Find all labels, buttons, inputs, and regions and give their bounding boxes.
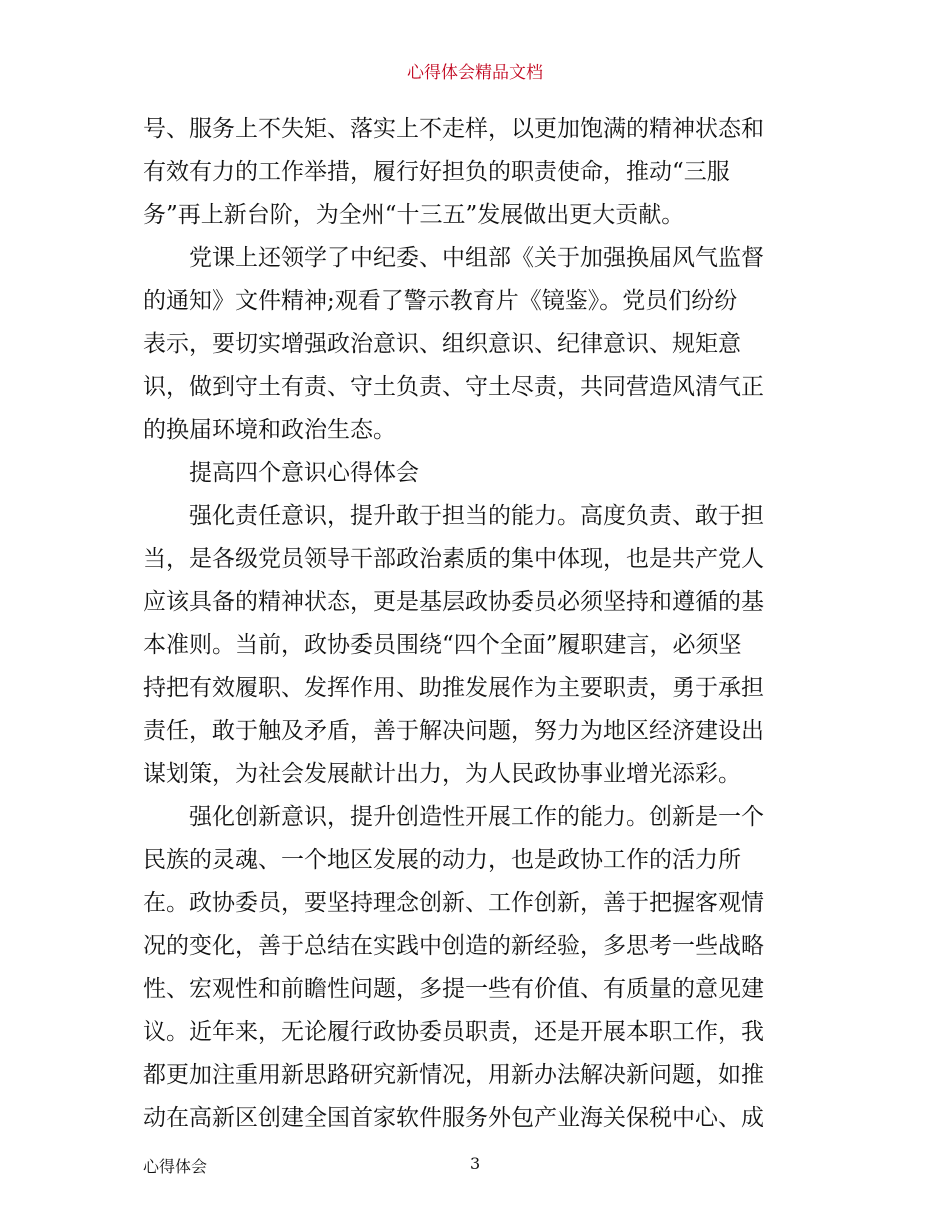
text-line: 的换届环境和政治生态。 — [143, 417, 396, 443]
text-line: 强化创新意识，提升创造性开展工作的能力。创新是一个 — [189, 804, 764, 830]
document-body — [143, 108, 823, 1140]
text-line: 有效有力的工作举措，履行好担负的职责使命，推动“三服 — [143, 159, 730, 185]
paragraph — [143, 237, 823, 452]
text-line: 的通知》文件精神;观看了警示教育片《镜鉴》。党员们纷纷 — [143, 288, 738, 314]
text-line: 谋划策，为社会发展献计出力，为人民政协事业增光添彩。 — [143, 761, 741, 787]
text-line: 在。政协委员，要坚持理念创新、工作创新，善于把握客观情 — [143, 890, 764, 916]
text-line: 动在高新区创建全国首家软件服务外包产业海关保税中心、成 — [143, 1105, 764, 1131]
text-line: 应该具备的精神状态，更是基层政协委员必须坚持和遵循的基 — [143, 589, 764, 615]
paragraph — [143, 495, 823, 796]
text-line: 提高四个意识心得体会 — [189, 460, 419, 486]
text-line: 当，是各级党员领导干部政治素质的集中体现，也是共产党人 — [143, 546, 764, 572]
text-line: 况的变化，善于总结在实践中创造的新经验，多思考一些战略 — [143, 933, 764, 959]
page-number: 3 — [470, 1154, 481, 1173]
text-line: 识，做到守土有责、守土负责、守土尽责，共同营造风清气正 — [143, 374, 764, 400]
paragraph — [143, 108, 823, 237]
text-line: 责任，敢于触及矛盾，善于解决问题，努力为地区经济建设出 — [143, 718, 764, 744]
page-footer — [0, 1154, 950, 1178]
section-heading — [143, 452, 823, 495]
text-line: 强化责任意识，提升敢于担当的能力。高度负责、敢于担 — [189, 503, 764, 529]
text-line: 持把有效履职、发挥作用、助推发展作为主要职责，勇于承担 — [143, 675, 764, 701]
text-line: 务”再上新台阶，为全州“十三五”发展做出更大贡献。 — [143, 202, 685, 228]
text-line: 号、服务上不失矩、落实上不走样，以更加饱满的精神状态和 — [143, 116, 764, 142]
footer-label: 心得体会 — [143, 1157, 208, 1176]
paragraph — [143, 796, 823, 1140]
text-line: 党课上还领学了中纪委、中组部《关于加强换届风气监督 — [189, 245, 764, 271]
text-line: 表示，要切实增强政治意识、组织意识、纪律意识、规矩意 — [143, 331, 741, 357]
text-line: 民族的灵魂、一个地区发展的动力，也是政协工作的活力所 — [143, 847, 741, 873]
text-line: 本准则。当前，政协委员围绕“四个全面”履职建言，必须坚 — [143, 632, 742, 658]
page-header-title: 心得体会精品文档 — [407, 63, 543, 83]
text-line: 议。近年来，无论履行政协委员职责，还是开展本职工作，我 — [143, 1019, 764, 1045]
text-line: 都更加注重用新思路研究新情况，用新办法解决新问题，如推 — [143, 1062, 764, 1088]
text-line: 性、宏观性和前瞻性问题，多提一些有价值、有质量的意见建 — [143, 976, 764, 1002]
